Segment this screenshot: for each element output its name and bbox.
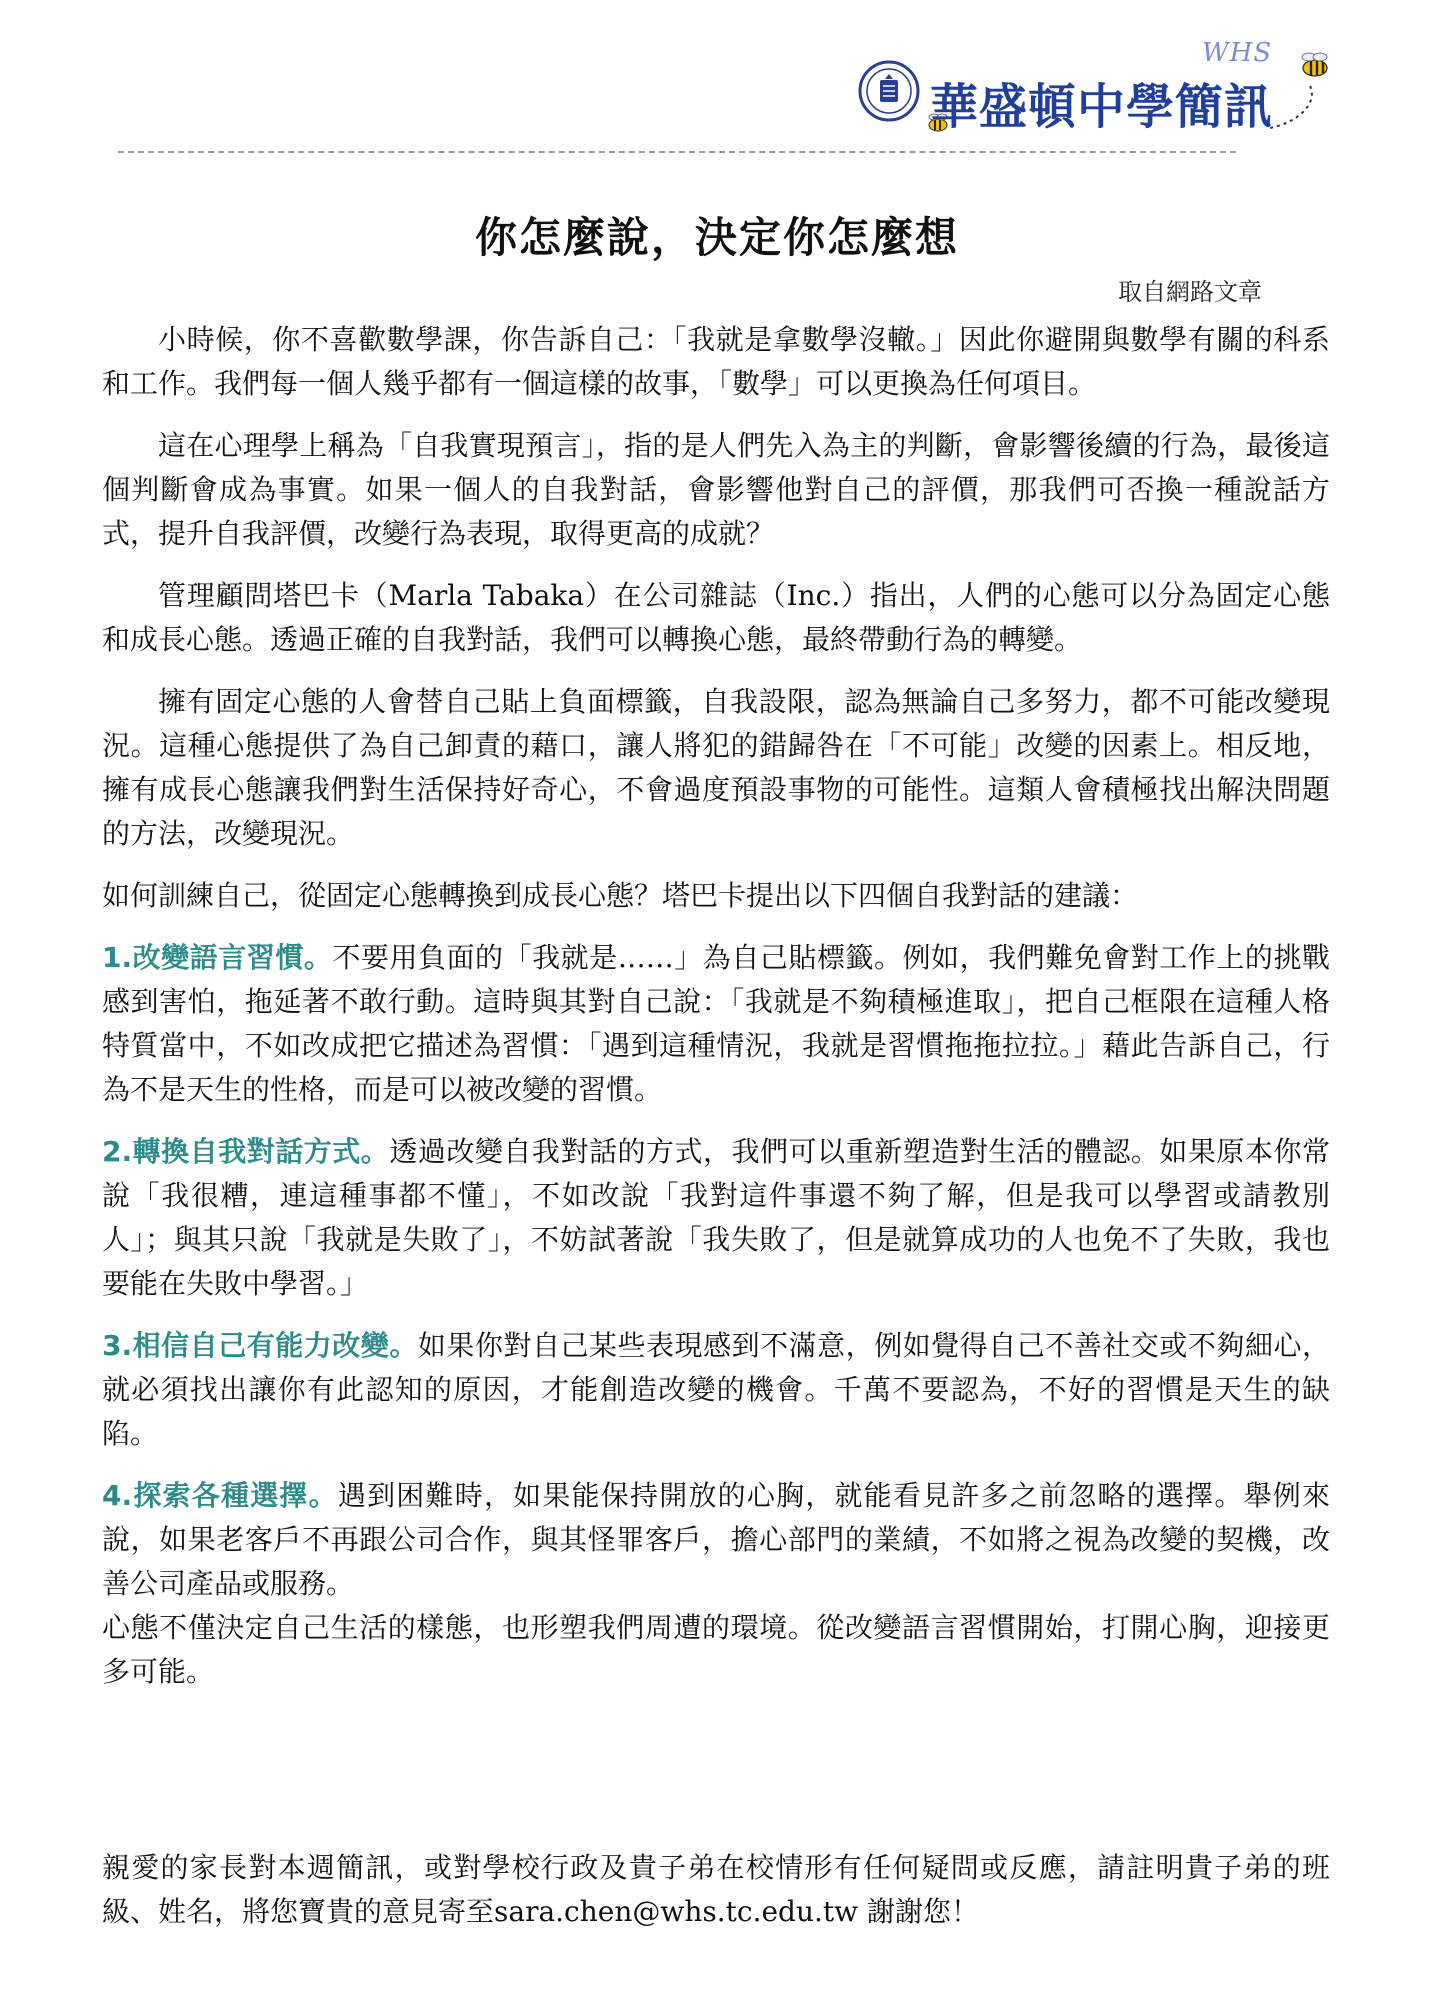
article-title: 你怎麼說，決定你怎麼想 xyxy=(474,213,959,262)
conclusion: 心態不僅決定自己生活的樣態，也形塑我們周遭的環境。從改變語言習慣開始，打開心胸，迎接更多可能。 xyxy=(102,1611,1330,1688)
point-heading: 1.改變語言習慣。 xyxy=(102,941,333,974)
school-seal-icon xyxy=(858,60,920,122)
points-intro: 如何訓練自己，從固定心態轉換到成長心態？塔巴卡提出以下四個自我對話的建議： xyxy=(102,879,1139,912)
newsletter-header xyxy=(0,0,1434,160)
newsletter-brand: 華盛頓中學簡訊 xyxy=(930,79,1274,135)
point-heading: 4.探索各種選擇。 xyxy=(102,1479,338,1512)
point-item xyxy=(102,1130,1330,1306)
article-source: 取自網路文章 xyxy=(1118,278,1262,306)
point-item xyxy=(102,936,1330,1112)
bee-icon xyxy=(1296,50,1334,80)
point-item xyxy=(102,1324,1330,1456)
paragraph: 管理顧問塔巴卡（Marla Tabaka）在公司雜誌（Inc.）指出，人們的心態可以分為固定心態和成長心態。透過正確的自我對話，我們可以轉換心態，最終帶動行為的轉變。 xyxy=(102,579,1330,656)
paragraph: 小時候，你不喜歡數學課，你告訴自己：「我就是拿數學沒轍。」因此你避開與數學有關的科系和工作。我們每一個人幾乎都有一個這樣的故事，「數學」可以更換為任何項目。 xyxy=(102,323,1330,400)
point-heading: 2.轉換自我對話方式。 xyxy=(102,1135,390,1168)
whs-logo: WHS xyxy=(1202,38,1273,68)
point-text: 不要用負面的「我就是……」為自己貼標籤。例如，我們難免會對工作上的挑戰感到害怕，拖延著不敢行動。這時與其對自己說：「我就是不夠積極進取」，把自己框限在這種人格特質當中，不如改成把它描述為習慣：「遇到這種情況，我就是習慣拖拖拉拉。」藉此告訴自己，行為不是天生的性格，而是可以被改變的習慣。 xyxy=(102,941,1330,1106)
point-heading: 3.相信自己有能力改變。 xyxy=(102,1329,418,1362)
point-text: 如果你對自己某些表現感到不滿意，例如覺得自己不善社交或不夠細心，就必須找出讓你有此認知的原因，才能創造改變的機會。千萬不要認為，不好的習慣是天生的缺陷。 xyxy=(102,1329,1330,1450)
point-item xyxy=(102,1474,1330,1606)
paragraph: 這在心理學上稱為「自我實現預言」，指的是人們先入為主的判斷，會影響後續的行為，最後這個判斷會成為事實。如果一個人的自我對話，會影響他對自己的評價，那我們可否換一種說話方式，提升自我評價，改變行為表現，取得更高的成就？ xyxy=(102,429,1330,550)
header-divider xyxy=(118,151,1236,153)
article-body xyxy=(102,318,1330,1712)
paragraph: 擁有固定心態的人會替自己貼上負面標籤，自我設限，認為無論自己多努力，都不可能改變現況。這種心態提供了為自己卸責的藉口，讓人將犯的錯歸咎在「不可能」改變的因素上。相反地，擁有成長心態讓我們對生活保持好奇心，不會過度預設事物的可能性。這類人會積極找出解決問題的方法，改變現況。 xyxy=(102,685,1330,850)
point-text: 遇到困難時，如果能保持開放的心胸，就能看見許多之前忽略的選擇。舉例來說，如果老客戶不再跟公司合作，與其怪罪客戶，擔心部門的業績，不如將之視為改變的契機，改善公司產品或服務。 xyxy=(102,1479,1330,1600)
point-text: 透過改變自我對話的方式，我們可以重新塑造對生活的體認。如果原本你常說「我很糟，連這種事都不懂」，不如改說「我對這件事還不夠了解，但是我可以學習或請教別人」；與其只說「我就是失敗了」，不妨試著說「我失敗了，但是就算成功的人也免不了失敗，我也要能在失敗中學習。」 xyxy=(102,1135,1330,1300)
parent-notice: 親愛的家長對本週簡訊，或對學校行政及貴子弟在校情形有任何疑問或反應，請註明貴子弟的班級、姓名，將您寶貴的意見寄至sara.chen@whs.tc.edu.tw 謝謝您！ xyxy=(102,1851,1330,1928)
